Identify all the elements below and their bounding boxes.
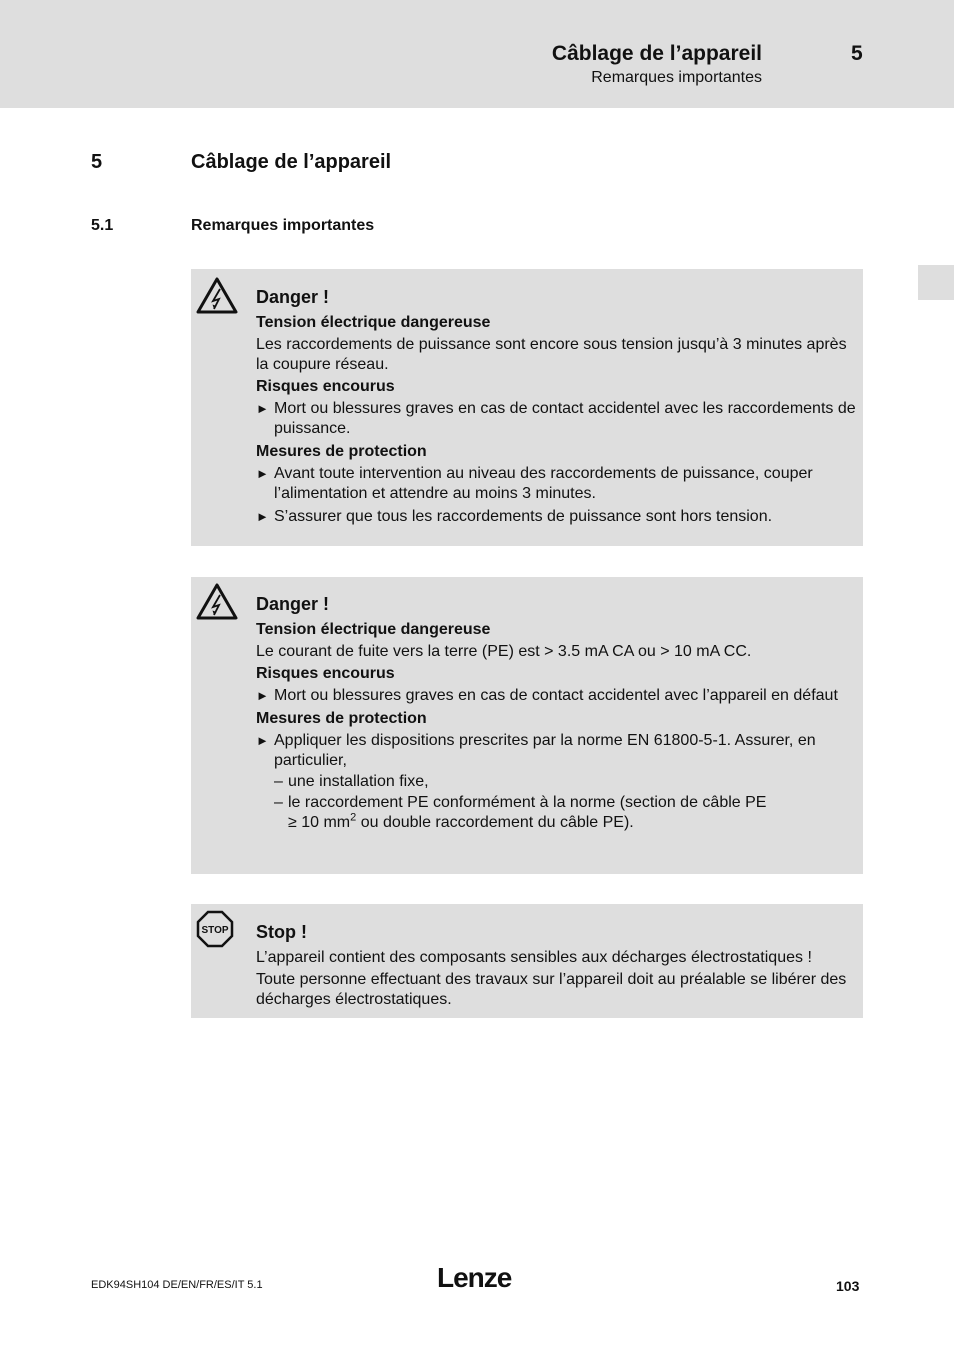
lenze-logo: Lenze [437, 1262, 512, 1293]
bullet-arrow-icon: ► [256, 733, 269, 748]
notice-subheading: Risques encourus [256, 665, 395, 682]
footer-document-id: EDK94SH104 DE/EN/FR/ES/IT 5.1 [91, 1279, 263, 1291]
header-chapter-title: Câblage de l’appareil [551, 42, 762, 65]
bullet-arrow-icon: ► [256, 509, 269, 524]
bullet-arrow-icon: ► [256, 401, 269, 416]
stop-notice [191, 904, 863, 1018]
bullet-arrow-icon: ► [256, 688, 269, 703]
danger-notice-1 [191, 269, 863, 546]
electric-hazard-icon [196, 583, 238, 621]
notice-title: Danger ! [256, 594, 330, 614]
list-item: ► Appliquer les dispositions prescrites par la norme EN 61800-5-1. Assurer, en particulier, – une installation fixe, – le raccordement PE conformément à la norme (section de câble PE ≥ 10 $mm^2$ ou double raccordement du câble PE). [256, 731, 856, 833]
page-number: 103 [836, 1278, 860, 1294]
heading2-title: Remarques importantes [191, 217, 375, 234]
header-section-subtitle: Remarques importantes [591, 69, 762, 86]
list-item: ► Mort ou blessures graves en cas de contact accidentel avec l’appareil en défaut [256, 687, 838, 704]
notice-text: Le courant de fuite vers la terre (PE) est > 3.5 mA CA ou > 10 mA CC. [256, 643, 752, 660]
stop-sign-label: STOP [201, 925, 229, 936]
notice-text: Les raccordements de puissance sont encore sous tension jusqu’à 3 minutes après la coupure réseau. [256, 336, 847, 373]
heading1-title: Câblage de l’appareil [191, 151, 392, 173]
list-item: ► Avant toute intervention au niveau des raccordements de puissance, couper l’alimentation et attendre au moins 3 minutes. [256, 465, 813, 502]
heading1-number: 5 [91, 151, 103, 173]
header-chapter-number: 5 [851, 42, 863, 65]
heading2-number: 5.1 [91, 217, 114, 234]
chapter-tab-marker [918, 265, 954, 300]
list-item: ► Mort ou blessures graves en cas de contact accidentel avec les raccordements de puissance. [256, 400, 856, 437]
sub-list-item: – une installation fixe, [274, 773, 429, 790]
notice-subheading: Tension électrique dangereuse [256, 621, 491, 638]
notice-subheading: Mesures de protection [256, 710, 427, 727]
notice-subheading: Tension électrique dangereuse [256, 314, 491, 331]
electric-hazard-icon [196, 277, 238, 315]
notice-text: L’appareil contient des composants sensibles aux décharges électrostatiques ! [256, 949, 812, 966]
danger-notice-2 [191, 577, 863, 874]
notice-title: Stop ! [256, 922, 307, 942]
page-header [0, 0, 954, 108]
notice-text: Toute personne effectuant des travaux sur l’appareil doit au préalable se libérer des décharges électrostatiques. [256, 971, 847, 1008]
bullet-arrow-icon: ► [256, 466, 269, 481]
list-item: ► S’assurer que tous les raccordements de puissance sont hors tension. [256, 508, 773, 525]
notice-subheading: Risques encourus [256, 378, 395, 395]
stop-sign-icon [196, 910, 234, 948]
sub-list-item: – le raccordement PE conformément à la norme (section de câble PE ≥ 10 $mm^2$ ou double raccordement du câble PE). [274, 794, 767, 831]
notice-title: Danger ! [256, 287, 330, 307]
notice-subheading: Mesures de protection [256, 443, 427, 460]
